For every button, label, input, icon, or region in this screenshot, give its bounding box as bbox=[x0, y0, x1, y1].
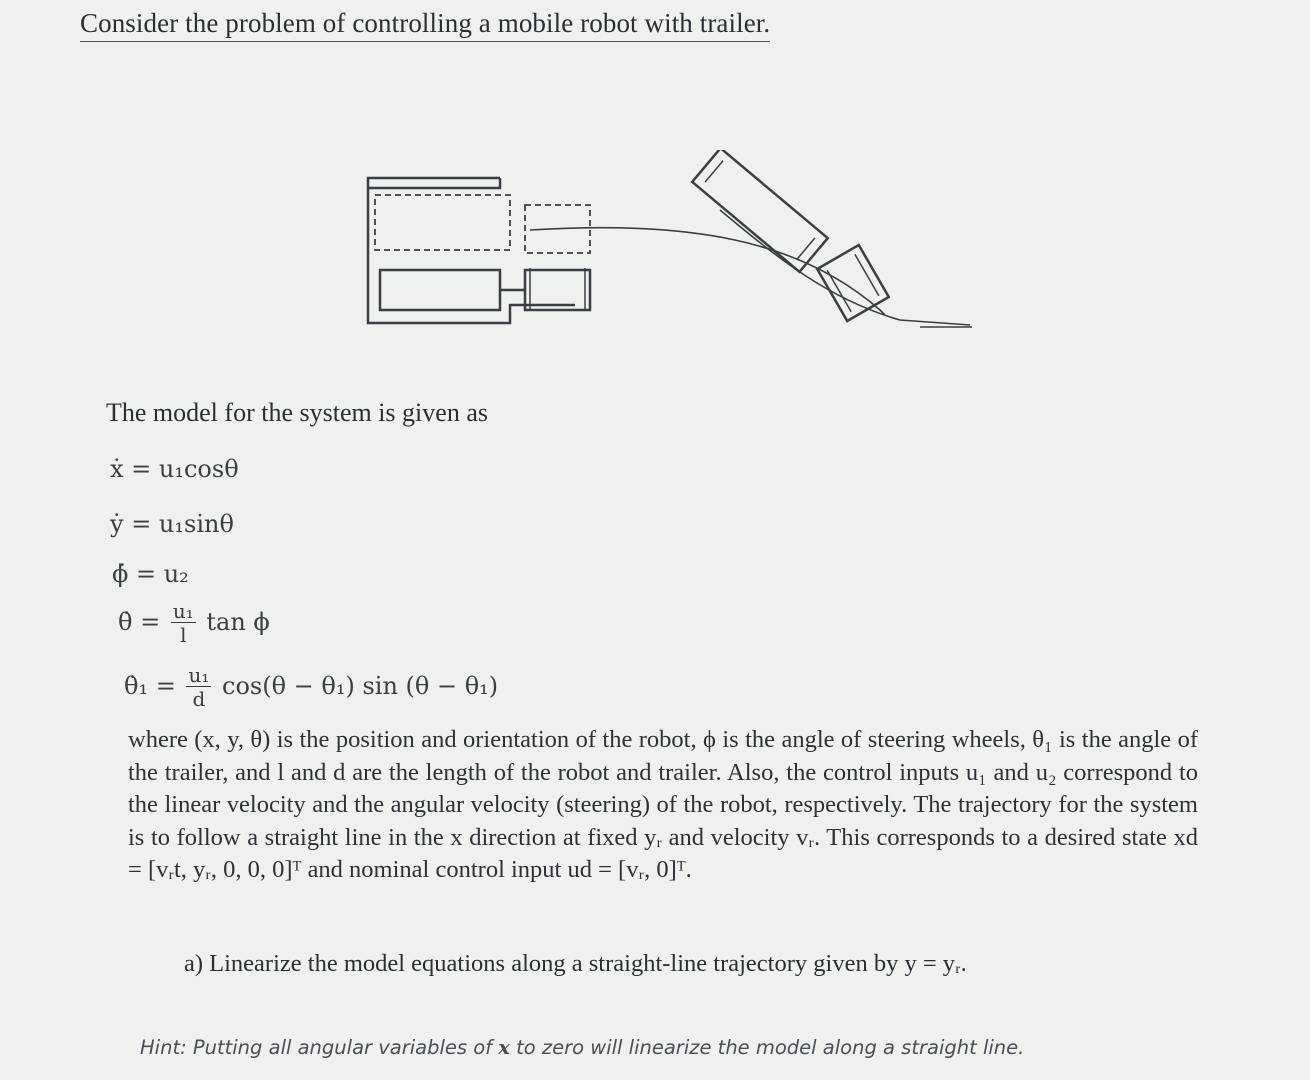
equation-theta-dot bbox=[118, 600, 270, 647]
hint-text bbox=[140, 1036, 1024, 1059]
model-intro: The model for the system is given as bbox=[106, 398, 488, 427]
trajectory-curve-1 bbox=[530, 228, 885, 315]
robot-frame-top bbox=[368, 178, 500, 188]
hint-suffix: to zero will linearize the model along a straight line. bbox=[516, 1036, 1025, 1059]
robot-trailer-figure bbox=[360, 150, 980, 335]
hint-variable: x bbox=[498, 1036, 510, 1059]
fraction-u1-over-d bbox=[186, 664, 211, 711]
trailer-tilted bbox=[817, 245, 889, 321]
question-a: a) Linearize the model equations along a straight-line trajectory given by y = yᵣ. bbox=[184, 950, 967, 977]
equation-theta1-dot-lhs: θ̇₁ = bbox=[124, 672, 176, 700]
equation-y-dot: ẏ = u₁sinθ bbox=[110, 510, 234, 538]
fraction-numerator: u₁ bbox=[188, 663, 210, 687]
equation-theta-dot-lhs: θ̇ = bbox=[118, 608, 161, 636]
trajectory-curve-2 bbox=[720, 210, 970, 325]
hint-prefix: Hint: Putting all angular variables of bbox=[140, 1036, 493, 1059]
fraction-u1-over-l bbox=[171, 600, 196, 647]
fraction-denominator: d bbox=[192, 687, 206, 711]
fraction-denominator: l bbox=[180, 623, 187, 647]
model-description: where (x, y, θ) is the position and orientation of the robot, ϕ is the angle of steering wheels, θ₁ is the angle of the trailer, and l and d are the length of the robot and trailer. Also, the control inputs u₁ and u₂ correspond to the linear velocity and the angular velocity (steering) of the robot, respectively. The trajectory for the system is to follow a straight line in the x direction at fixed yᵣ and velocity vᵣ. This corresponds to a desired state xd = [vᵣt, yᵣ, 0, 0, 0]ᵀ and nominal control input ud = [vᵣ, 0]ᵀ. bbox=[128, 726, 1198, 883]
robot-body bbox=[380, 270, 500, 310]
equation-theta-dot-rhs: tan ϕ bbox=[206, 608, 270, 636]
equation-theta1-dot bbox=[124, 664, 498, 711]
fraction-numerator: u₁ bbox=[172, 599, 194, 623]
problem-title: Consider the problem of controlling a mobile robot with trailer. bbox=[80, 8, 770, 42]
equation-theta1-dot-rhs: cos(θ − θ₁) sin (θ − θ₁) bbox=[222, 672, 499, 700]
equation-phi-dot: ϕ̇ = u₂ bbox=[112, 560, 189, 588]
robot-tilted bbox=[692, 150, 828, 272]
equation-x-dot: ẋ = u₁cosθ bbox=[110, 455, 239, 483]
robot-body-dashed bbox=[375, 195, 510, 250]
